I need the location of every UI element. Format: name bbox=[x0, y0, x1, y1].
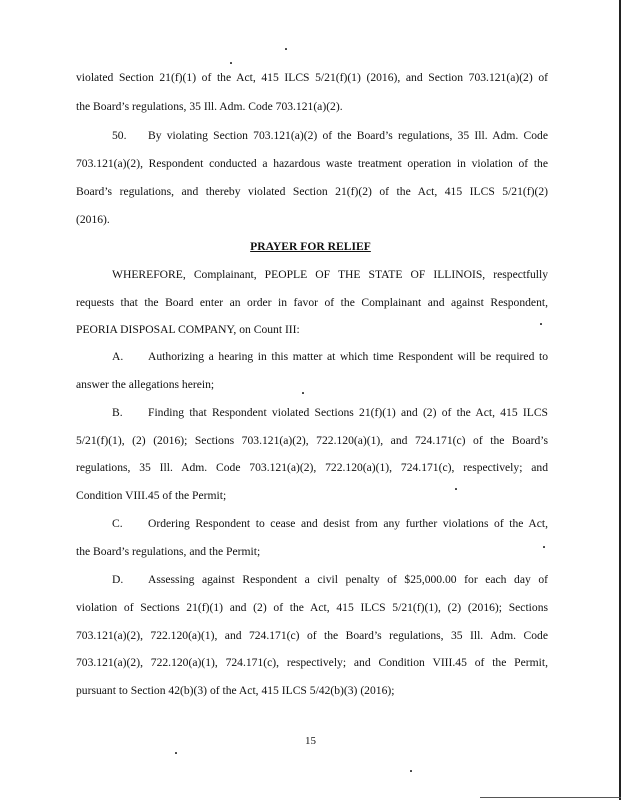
scan-edge bbox=[480, 797, 621, 798]
relief-item-a-line: answer the allegations herein; bbox=[76, 378, 215, 391]
scan-speck bbox=[455, 488, 457, 490]
paragraph-50-line bbox=[112, 129, 548, 143]
paragraph-50-line: Board’s regulations, and thereby violated Section 21(f)(2) of the Act, 415 ILCS 5/21(f)(2) bbox=[76, 185, 548, 198]
wherefore-line: requests that the Board enter an order in favor of the Complainant and against Respondent, bbox=[76, 296, 548, 309]
item-text: Finding that Respondent violated Sections 21(f)(1) and (2) of the Act, 415 ILCS bbox=[148, 406, 548, 419]
relief-item-b bbox=[112, 406, 548, 420]
relief-item-c-line: the Board’s regulations, and the Permit; bbox=[76, 545, 261, 558]
relief-item-d-line: violation of Sections 21(f)(1) and (2) of the Act, 415 ILCS 5/21(f)(1), (2) (2016); Sections bbox=[76, 601, 548, 614]
item-text: Authorizing a hearing in this matter at which time Respondent will be required to bbox=[148, 350, 548, 363]
body-text-line: violated Section 21(f)(1) of the Act, 415 ILCS 5/21(f)(1) (2016), and Section 703.121(a)(2) of bbox=[76, 71, 548, 84]
scan-speck bbox=[543, 546, 545, 548]
page-number: 15 bbox=[305, 735, 316, 747]
relief-item-d-line: 703.121(a)(2), 722.120(a)(1), and 724.171(c) of the Board’s regulations, 35 Ill. Adm. Code bbox=[76, 629, 548, 642]
relief-item-d-line: pursuant to Section 42(b)(3) of the Act, 415 ILCS 5/42(b)(3) (2016); bbox=[76, 684, 395, 697]
scan-speck bbox=[410, 770, 412, 772]
item-label: A. bbox=[112, 350, 124, 363]
item-label: C. bbox=[112, 517, 123, 530]
item-label: B. bbox=[112, 406, 123, 419]
scan-speck bbox=[540, 323, 542, 325]
scan-speck bbox=[230, 62, 232, 64]
scan-speck bbox=[285, 48, 287, 50]
relief-item-b-line: Condition VIII.45 of the Permit; bbox=[76, 489, 227, 502]
wherefore-line: PEORIA DISPOSAL COMPANY, on Count III: bbox=[76, 323, 300, 336]
body-text-line: the Board’s regulations, 35 Ill. Adm. Code 703.121(a)(2). bbox=[76, 100, 343, 113]
item-text: Assessing against Respondent a civil penalty of $25,000.00 for each day of bbox=[148, 573, 548, 586]
relief-item-b-line: 5/21(f)(1), (2) (2016); Sections 703.121(a)(2), 722.120(a)(1), and 724.171(c) of the Board’s bbox=[76, 434, 548, 447]
item-label: D. bbox=[112, 573, 124, 586]
relief-item-a bbox=[112, 350, 548, 364]
section-heading: PRAYER FOR RELIEF bbox=[250, 240, 371, 253]
item-text: Ordering Respondent to cease and desist from any further violations of the Act, bbox=[148, 517, 548, 530]
paragraph-number: 50. bbox=[112, 129, 127, 142]
relief-item-c bbox=[112, 517, 548, 531]
paragraph-50-text: By violating Section 703.121(a)(2) of the Board’s regulations, 35 Ill. Adm. Code bbox=[148, 129, 548, 142]
relief-item-d-line: 703.121(a)(2), 722.120(a)(1), 724.171(c), respectively; and Condition VIII.45 of the Permit, bbox=[76, 656, 548, 669]
paragraph-50-line: 703.121(a)(2), Respondent conducted a hazardous waste treatment operation in violation of the bbox=[76, 157, 548, 170]
wherefore-line: WHEREFORE, Complainant, PEOPLE OF THE STATE OF ILLINOIS, respectfully bbox=[112, 268, 548, 281]
relief-item-b-line: regulations, 35 Ill. Adm. Code 703.121(a)(2), 722.120(a)(1), 724.171(c), respectively; and bbox=[76, 461, 548, 474]
paragraph-50-line: (2016). bbox=[76, 213, 110, 226]
relief-item-d bbox=[112, 573, 548, 587]
scan-speck bbox=[175, 752, 177, 754]
scan-speck bbox=[302, 392, 304, 394]
